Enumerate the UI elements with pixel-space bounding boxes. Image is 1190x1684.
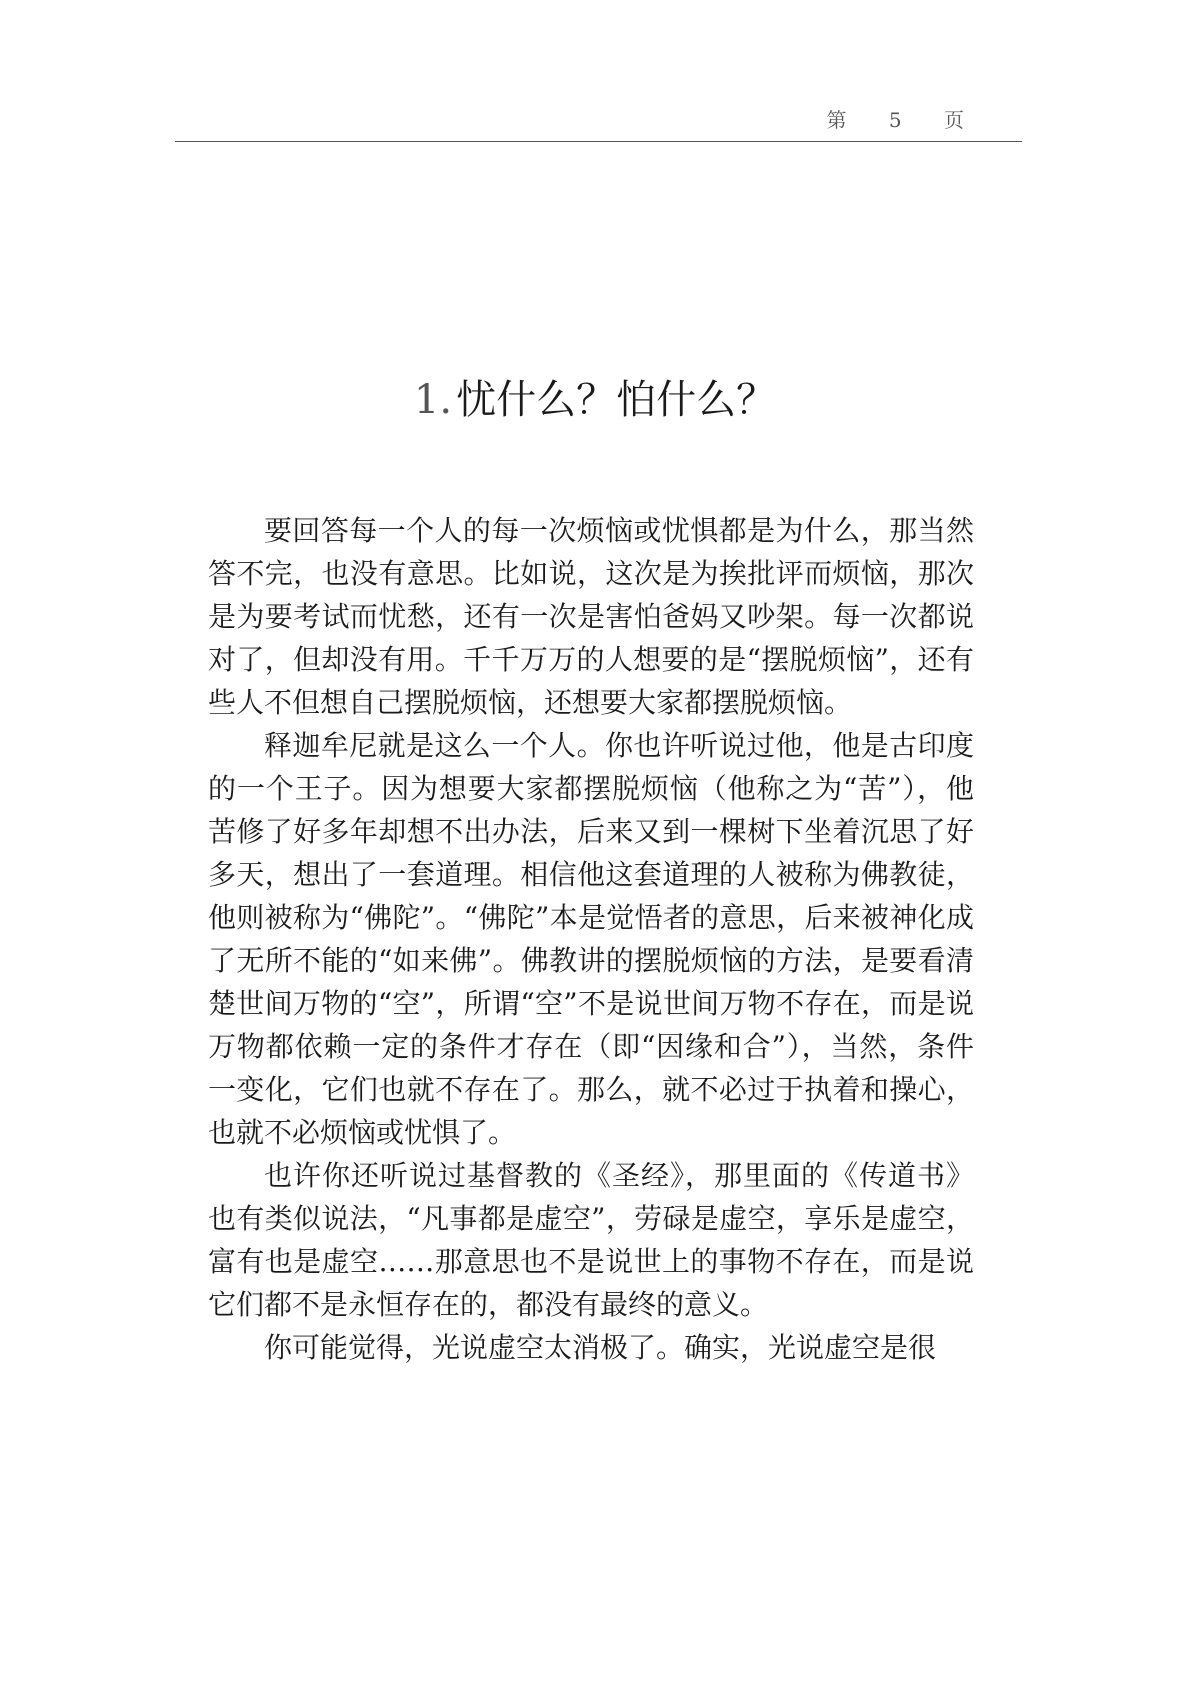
paragraph: 要回答每一个人的每一次烦恼或忧惧都是为什么，那当然答不完，也没有意思。比如说，这次是为挨批评而烦恼，那次是为要考试而忧愁，还有一次是害怕爸妈又吵架。每一次都说对了，但却没有用。千千万万的人想要的是“摆脱烦恼”，还有些人不但想自己摆脱烦恼，还想要大家都摆脱烦恼。 xyxy=(208,514,974,719)
chapter-title-text: 忧什么？怕什么？ xyxy=(456,377,777,423)
paragraph: 释迦牟尼就是这么一个人。你也许听说过他，他是古印度的一个王子。因为想要大家都摆脱烦恼（他称之为“苦”），他苦修了好多年却想不出办法，后来又到一棵树下坐着沉思了好多天，想出了一套道理。相信他这套道理的人被称为佛教徒，他则被称为“佛陀”。“佛陀”本是觉悟者的意思，后来被神化成了无所不能的“如来佛”。佛教讲的摆脱烦恼的方法，是要看清楚世间万物的“空”，所谓“空”不是说世间万物不存在，而是说万物都依赖一定的条件才存在（即“因缘和合”），当然，条件一变化，它们也就不存在了。那么，就不必过于执着和操心，也就不必烦恼或忧惧了。 xyxy=(208,729,974,1149)
chapter-title xyxy=(0,368,1190,425)
page-number: 第 5 页 xyxy=(826,108,982,132)
body-text xyxy=(208,509,974,1369)
paragraph: 也许你还听说过基督教的《圣经》，那里面的《传道书》也有类似说法，“凡事都是虚空”，劳碌是虚空，享乐是虚空，富有也是虚空……那意思也不是说世上的事物不存在，而是说它们都不是永恒存在的，都没有最终的意义。 xyxy=(208,1159,974,1321)
page-header xyxy=(175,100,1022,142)
paragraph: 你可能觉得，光说虚空太消极了。确实，光说虚空是很 xyxy=(264,1331,937,1364)
chapter-number: 1. xyxy=(413,377,453,423)
